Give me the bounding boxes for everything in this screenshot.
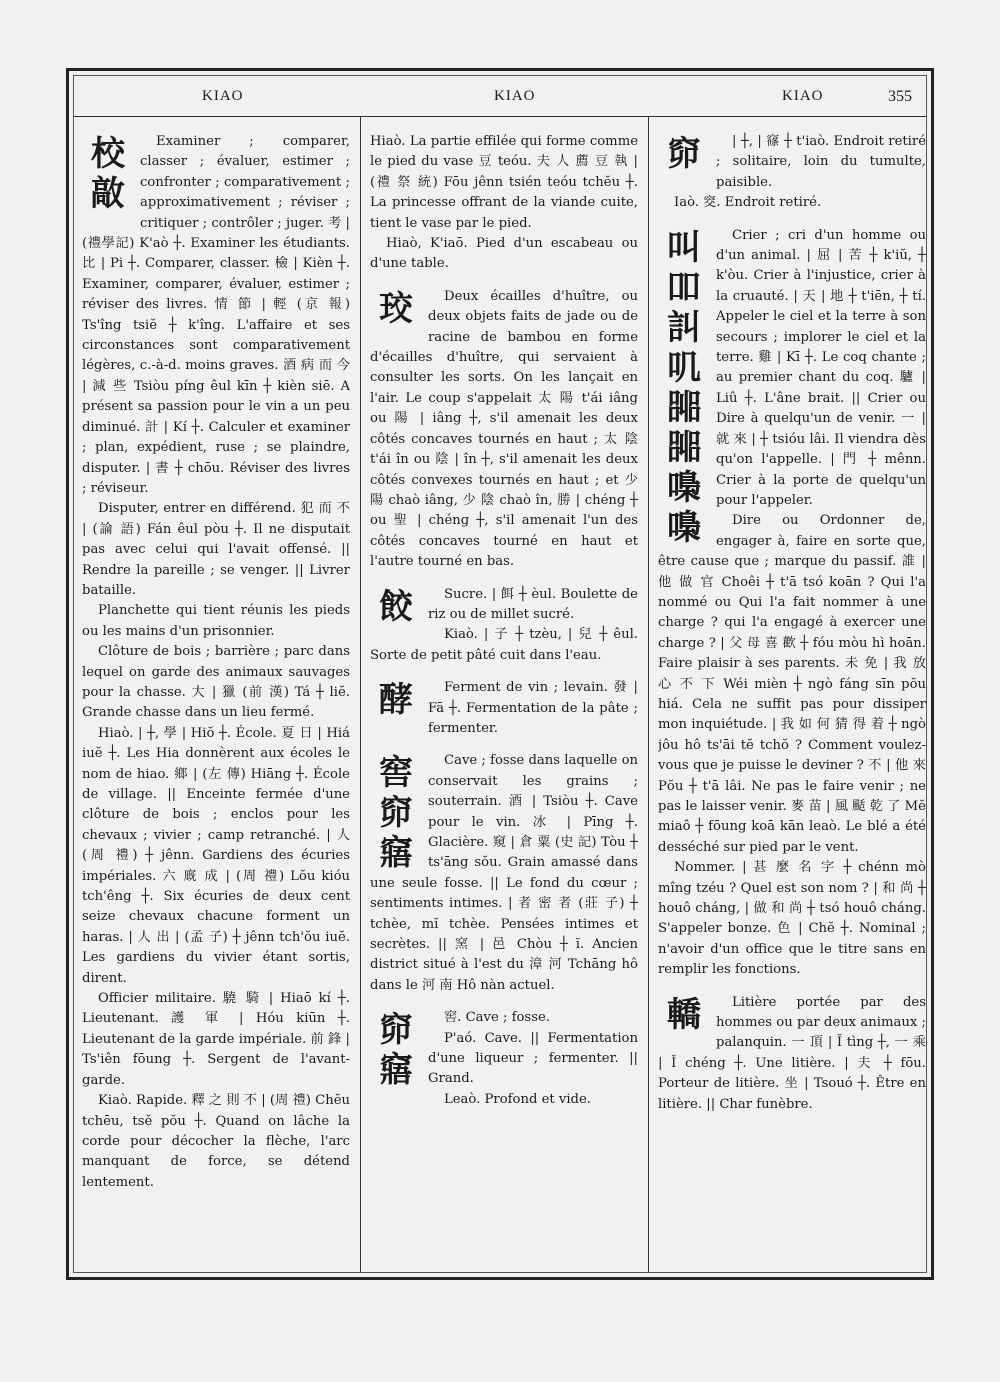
headword-glyph: 嘂 [667, 427, 701, 468]
headword-glyphs [658, 995, 710, 1035]
headword-glyph: 轎 [667, 994, 701, 1035]
definition-paragraph: 窖. Cave ; fosse. [444, 1010, 550, 1026]
headword-characters [370, 289, 422, 329]
headword-glyphs [370, 753, 422, 873]
headword-characters [658, 228, 710, 548]
headword-glyph: 窌 [379, 793, 413, 834]
column-rule-1 [360, 116, 361, 1272]
definition-paragraph: Sucre. | 餌 ┼ èul. Boulette de riz ou de millet sucré. [428, 586, 638, 622]
headword-characters [370, 587, 422, 627]
headword-characters [370, 1010, 422, 1090]
column-rule-2 [648, 116, 649, 1272]
definition-paragraph: Iaò. 窔. Endroit retiré. [674, 195, 822, 211]
definition-paragraph: Hiaò. La partie effilée qui forme comme le pied du vase 豆 teóu. 夫 人 薦 豆 執 | (禮 祭 統) Fōu jênn tsién teóu tchĕu ┼. La princesse offrant de la viande cuite, tient le vase par le pied. [370, 134, 638, 231]
headword-glyph: 窌 [379, 1010, 413, 1051]
headword-glyph: 叽 [667, 347, 701, 388]
headword-glyph: 酵 [379, 680, 413, 721]
headword-glyphs [370, 587, 422, 627]
definition-paragraph: Crier ; cri d'un homme ou d'un animal. | 屈 | 苦 ┼ k'iŭ, ┼ k'òu. Crier à l'injustice, crier à la cruauté. | 天 | 地 ┼ t'iēn, ┼ tí. Appeler le ciel et la terre à son secours ; implorer le ciel et la terre. 雞 | Kī ┼. Le coq chante ; au premier chant du coq. 驢 | Liû ┼. L'âne brait. || Crier ou Dire à quelqu'un de venir. 一 | 就 來 | ┼ tsióu lâi. Il viendra dès qu'on l'appelle. | 門 ┼ mênn. Crier à la porte de quelqu'un pour l'appeler. [716, 227, 926, 508]
headword-glyph: 㪣 [91, 174, 125, 214]
headword-characters [370, 753, 422, 873]
headword-glyphs [82, 134, 134, 214]
dictionary-entry [370, 678, 638, 739]
headword-characters [658, 995, 710, 1035]
header-center: KIAO [494, 88, 536, 104]
dictionary-entry [82, 132, 350, 1193]
dictionary-entry [658, 226, 926, 981]
definition-paragraph: Examiner ; comparer, classer ; évaluer, estimer ; confronter ; comparativement ; approximativement ; réviser ; critiquer ; contrôler ; juger. 考 | (禮學記) K'aò ┼. Examiner les étudiants. 比 | Pi ┼. Comparer, classer. 檢 | Kièn ┼. Examiner, comparer, évaluer, estimer ; réviser des livres. 情 節 | 輕 (京 報) Ts'îng tsiĕ ┼ k'îng. L'affaire et ses circonstances sont comparativement légères, c.-à-d. moins graves. 酒 病 而 今 | 減 些 Tsiòu píng êul kīn ┼ kièn siē. A présent sa passion pour le vin a un peu diminué. 計 | Kí ┼. Calculer et examiner ; plan, expédient, ruse ; se plaindre, disputer. | 書 ┼ chōu. Réviser des livres ; réviseur. [82, 134, 350, 496]
column-2 [362, 120, 644, 1266]
headword-glyph: 校 [91, 134, 125, 174]
headword-glyph: 嘂 [667, 387, 701, 428]
dictionary-entry [370, 585, 638, 667]
definition-paragraph: Clôture de bois ; barrière ; parc dans lequel on garde des animaux sauvages pour la chasse. 大 | 獵 (前 漢) Tá ┼ liĕ. Grande chasse dans un lieu fermé. [82, 644, 350, 721]
headword-glyph: 窹 [379, 833, 413, 874]
headword-glyph: 窖 [379, 753, 413, 794]
definition-paragraph: | ┼, | 窱 ┼ t'iaò. Endroit retiré ; solitaire, loin du tumulte, paisible. [716, 134, 926, 190]
headword-characters [658, 134, 710, 174]
dictionary-entry [370, 751, 638, 996]
definition-paragraph: Hiaò. | ┼, 學 | Hiŏ ┼. École. 夏 日 | Hiá iuĕ ┼. Les Hia donnèrent aux écoles le nom de hiao. 鄉 | (左 傳) Hiāng ┼. École de village. || Enceinte fermée d'une clôture de bois ; enclos pour les chevaux ; vivier ; camp retranché. | 人 (周 禮) ┼ jênn. Gardiens des écuries impériales. 六 廐 成 | (周 禮) Lŏu kióu tch'êng ┼. Six écuries de deux cent seize chevaux chacune forment un haras. | 人 出 | (孟 子) ┼ jênn tch'ŏu iuĕ. Les gardiens du vivier étant sortis, dirent. [82, 725, 350, 986]
definition-paragraph: P'aó. Cave. || Fermentation d'une liqueur ; fermenter. || Grand. [428, 1030, 638, 1087]
dictionary-entry [658, 993, 926, 1115]
definition-paragraph: Officier militaire. 驍 騎 | Hiaō kí ┼. Lieutenant. 護 軍 | Hóu kiūn ┼. Lieutenant de la garde impériale. 前 鋒 | Ts'iên fōung ┼. Sergent de l'avant-garde. [82, 991, 350, 1088]
headword-glyph: 窹 [379, 1050, 413, 1091]
headword-characters [82, 134, 134, 214]
definition-paragraph: Deux écailles d'huître, ou deux objets faits de jade ou de racine de bambou en forme d'écailles d'huître, qui servaient à consulter les sorts. On les lançait en l'air. Le coup s'appelait 太 陽 t'ái iâng ou 陽 | iâng ┼, s'il amenait les deux côtés concaves tournés en haut ; 太 陰 t'ái în ou 陰 | în ┼, s'il amenait les deux côtés convexes tournés en haut ; et 少 陽 chaò iâng, 少 陰 chaò în, 勝 | chéng ┼ ou 聖 | chéng ┼, s'il amenait l'un des côtés concaves tourné en haut et l'autre tourné en bas. [370, 288, 638, 570]
headword-glyphs [658, 228, 710, 548]
definition-paragraph: Dire ou Ordonner de, engager à, faire en sorte que, être cause que ; marque du passif. 誰 | 他 做 官 Choêi ┼ t'ā tsó koān ? Qui l'a nommé ou Qui l'a fait nommer à une charge ? qui l'a engagé à exercer une charge ? | 父 母 喜 歡 ┼ fóu mòu hì hoān. Faire plaisir à ses parents. 未 免 | 我 放 心 不 下 Wéi mièn ┼ ngò fáng sīn pŏu hiá. Cela ne suffit pas pour dissiper mon inquiétude. | 我 如 何 猜 得 着 ┼ ngò jôu hô ts'āi tĕ tchŏ ? Comment voulez-vous que je puisse le deviner ? 不 | 他 來 Pŏu ┼ t'ā lâi. Ne pas le faire venir ; ne pas le laisser venir. 麥 苗 | 風 颳 乾 了 Mĕ miaô ┼ fōung koā kān leaò. Le blé a été desséché sur pied par le vent. [658, 513, 926, 855]
running-header [74, 76, 926, 117]
definition-paragraph: Cave ; fosse dans laquelle on conservait les grains ; souterrain. 酒 | Tsiòu ┼. Cave pour le vin. 冰 | Pīng ┼. Glacière. 窺 | 倉 粟 (史 記) Tòu ┼ ts'āng sŏu. Grain amassé dans une seule fosse. || Le fond du cœur ; sentiments intimes. | 者 密 者 (莊 子) ┼ tchèe, mĭ tchèe. Pensées intimes et secrètes. || 窯 | 邑 Chòu ┼ ĭ. Ancien district situé à l'est du 漳 河 Tchāng hô dans le 河 南 Hô nàn actuel. [370, 753, 638, 993]
definition-paragraph: Litière portée par des hommes ou par deux animaux ; palanquin. 一 頂 | Ĭ tìng ┼, 一 乘 | Ĭ chéng ┼. Une litière. | 夫 ┼ fōu. Porteur de litière. 坐 | Tsouó ┼. Être en litière. || Char funèbre. [658, 994, 926, 1112]
definition-paragraph: Hiaò, K'iaō. Pied d'un escabeau ou d'une table. [370, 236, 638, 272]
headword-glyph: 嘄 [667, 507, 701, 548]
headword-glyph: 餃 [379, 586, 413, 627]
headword-glyphs [370, 289, 422, 329]
definition-paragraph: Nommer. | 甚 麼 名 字 ┼ chénn mò mîng tzéu ? Quel est son nom ? | 和 尚 ┼ houô cháng, | 做 和 尚 ┼ tsó houô cháng. S'appeler bonze. 色 | Chĕ ┼. Nominal ; n'avoir d'un office que le titre sans en remplir les fonctions. [658, 860, 926, 978]
header-right: KIAO [782, 88, 824, 104]
definition-paragraph: Planchette qui tient réunis les pieds ou les mains d'un prisonnier. [82, 603, 350, 639]
definition-paragraph: Kiaò. Rapide. 釋 之 則 不 | (周 禮) Chĕu tchēu, tsĕ pŏu ┼. Quand on lâche la corde pour décocher la flèche, l'arc manquant de force, se détend lentement. [82, 1093, 350, 1190]
page-inner-border [73, 75, 927, 1273]
headword-glyph: 珓 [379, 288, 413, 329]
page-frame [66, 68, 934, 1280]
header-left: KIAO [202, 88, 244, 104]
headword-glyphs [370, 680, 422, 720]
definition-paragraph: Ferment de vin ; levain. 發 | Fā ┼. Fermentation de la pâte ; fermenter. [428, 680, 638, 736]
dictionary-entry [658, 132, 926, 214]
headword-glyph: 訆 [667, 307, 701, 348]
definition-paragraph: Disputer, entrer en différend. 犯 而 不 | (論 語) Fán êul pòu ┼. Il ne disputait pas avec celui qui l'avait offensé. || Rendre la pareille ; se venger. || Livrer bataille. [82, 501, 350, 598]
definition-paragraph: Kiaò. | 子 ┼ tzèu, | 兒 ┼ êul. Sorte de petit pâté cuit dans l'eau. [370, 627, 638, 663]
page-number: 355 [888, 88, 912, 105]
headword-glyphs [658, 134, 710, 174]
headword-glyphs [370, 1010, 422, 1090]
dictionary-entry [370, 1008, 638, 1110]
definition-paragraph: Leaò. Profond et vide. [444, 1091, 591, 1107]
headword-characters [370, 680, 422, 720]
column-3 [650, 120, 932, 1266]
headword-glyph: 叫 [667, 227, 701, 268]
headword-glyph: 吅 [667, 267, 701, 308]
dictionary-entry [370, 287, 638, 573]
column-1 [74, 120, 356, 1266]
dictionary-entry [370, 132, 638, 275]
headword-glyph: 嘄 [667, 467, 701, 508]
headword-glyph: 窌 [667, 134, 701, 174]
